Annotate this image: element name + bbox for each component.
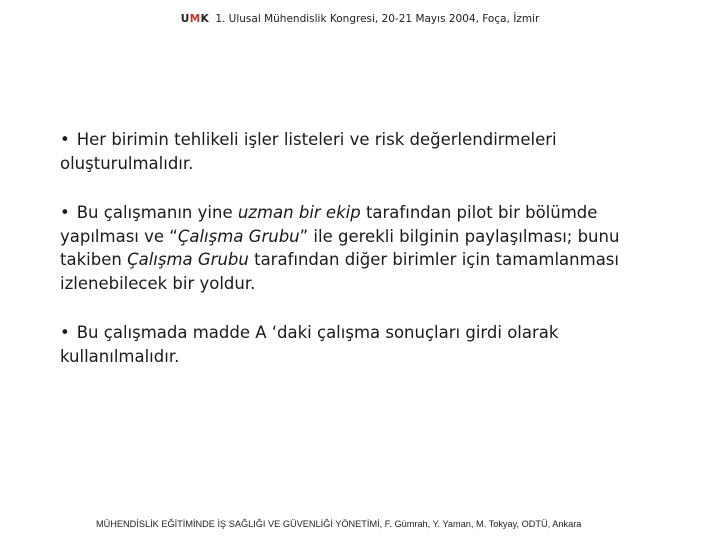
logo-letter-u: U	[180, 13, 190, 25]
slide-content	[60, 128, 680, 394]
bullet-item-2	[60, 201, 680, 295]
bullet-text: ” ile gerekli bilginin paylaşılması; bunu takiben	[60, 226, 620, 269]
slide-footer: MÜHENDİSLİK EĞİTİMİNDE İŞ SAĞLIĞI VE GÜVENLİĞİ YÖNETİMİ, F. Gümrah, Y. Yaman, M. Tokyay, ODTÜ, Ankara	[96, 519, 582, 529]
slide-header	[0, 13, 720, 25]
bullet-text: Bu çalışmada madde A ‘daki çalışma sonuçları girdi olarak kullanılmalıdır.	[60, 323, 559, 366]
bullet-text: tarafından diğer birimler için tamamlanması izlenebilecek bir yoldur.	[60, 250, 619, 293]
logo-letter-k: K	[200, 13, 210, 25]
bullet-emphasis: Çalışma Grubu	[127, 250, 249, 269]
bullet-item-3	[60, 321, 680, 368]
bullet-emphasis: Çalışma Grubu	[177, 226, 300, 246]
bullet-text: Her birimin tehlikeli işler listeleri ve risk değerlendirmeleri oluşturulmalıdır.	[60, 130, 557, 173]
logo-letter-m: M	[189, 13, 201, 25]
bullet-emphasis: uzman bir ekip	[237, 203, 361, 222]
bullet-text: tarafından pilot bir bölümde yapılması ve “	[60, 203, 598, 246]
conference-title: 1. Ulusal Mühendislik Kongresi, 20-21 Mayıs 2004, Foça, İzmir	[215, 13, 540, 25]
bullet-dot-icon: •	[60, 323, 70, 342]
bullet-dot-icon: •	[60, 203, 70, 222]
bullet-dot-icon: •	[60, 130, 70, 149]
bullet-item-1	[60, 128, 680, 175]
umk-logo	[181, 13, 210, 25]
bullet-text: Bu çalışmanın yine	[76, 203, 238, 222]
